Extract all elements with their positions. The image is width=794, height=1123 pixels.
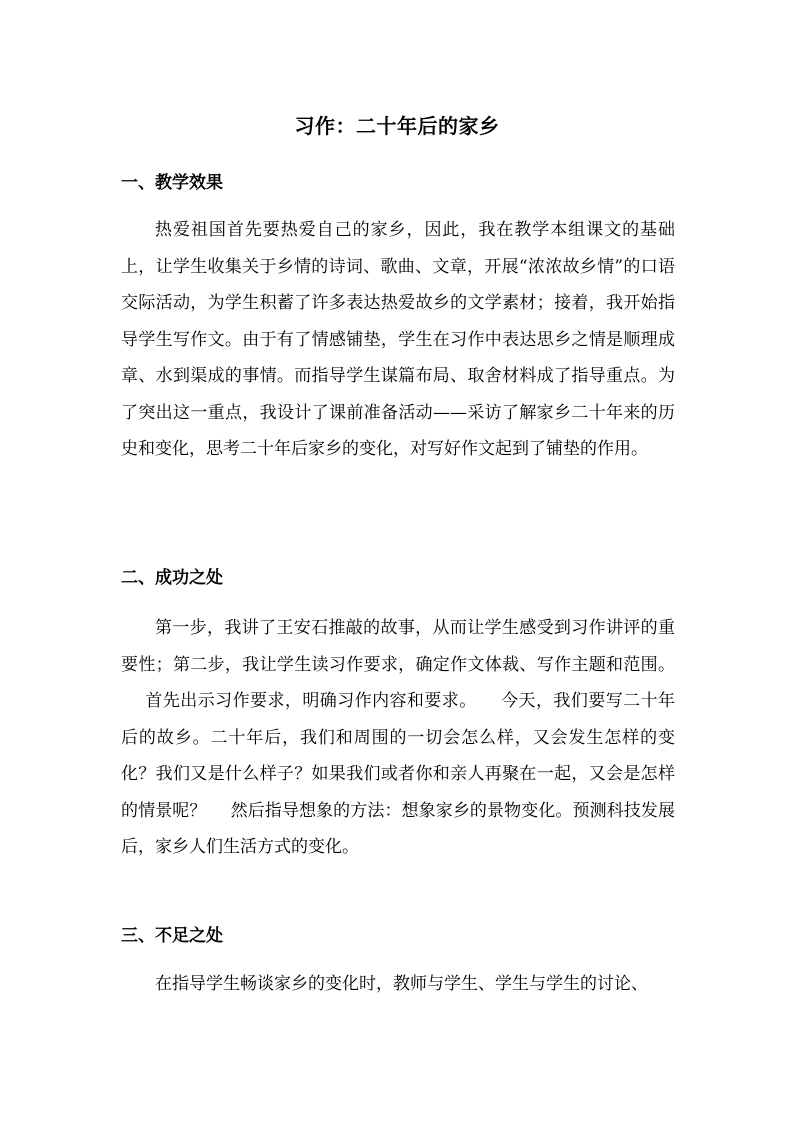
section-paragraph-shortcomings: 在指导学生畅谈家乡的变化时，教师与学生、学生与学生的讨论、 [155, 974, 648, 994]
section-paragraph-teaching-effect: 热爱祖国首先要热爱自己的家乡，因此，我在教学本组课文的基础上，让学生收集关于乡情的诗词、歌曲、文章，开展“浓浓故乡情”的口语交际活动，为学生积蓄了许多表达热爱故乡的文学素材；接着，我开始指导学生写作文。由于有了情感铺垫，学生在习作中表达思乡之情是顺理成章、水到渠成的事情。而指导学生谋篇布局、取舍材料成了指导重点。为了突出这一重点，我设计了课前准备活动——采访了解家乡二十年来的历史和变化，思考二十年后家乡的变化，对写好作文起到了铺垫的作用。 [121, 220, 675, 459]
section-paragraph-success [121, 610, 675, 866]
success-text-part-3: 今天，我们要写二十年后的故乡。二十年后，我们和周围的一切会怎么样，又会发生怎样的变化？我们又是什么样子？如果我们或者你和亲人再聚在一起，又会是怎样的情景呢？ [121, 691, 676, 821]
success-text-part-2: 首先出示习作要求，明确习作内容和要求。 [145, 691, 477, 711]
success-text-part-4: 然后指导想象的方法：想象家乡的景物变化。预测科技发展后，家乡人们生活方式的变化。 [121, 800, 675, 857]
section-heading-shortcomings: 三、不足之处 [121, 926, 223, 946]
success-text-part-1: 第一步，我讲了王安石推敲的故事，从而让学生感受到习作讲评的重要性；第二步，我让学生读习作要求，确定作文体裁、写作主题和范围。 [121, 618, 675, 675]
section-heading-teaching-effect: 一、教学效果 [121, 173, 223, 193]
document-title: 习作：二十年后的家乡 [294, 114, 500, 138]
section-heading-success: 二、成功之处 [121, 568, 223, 588]
